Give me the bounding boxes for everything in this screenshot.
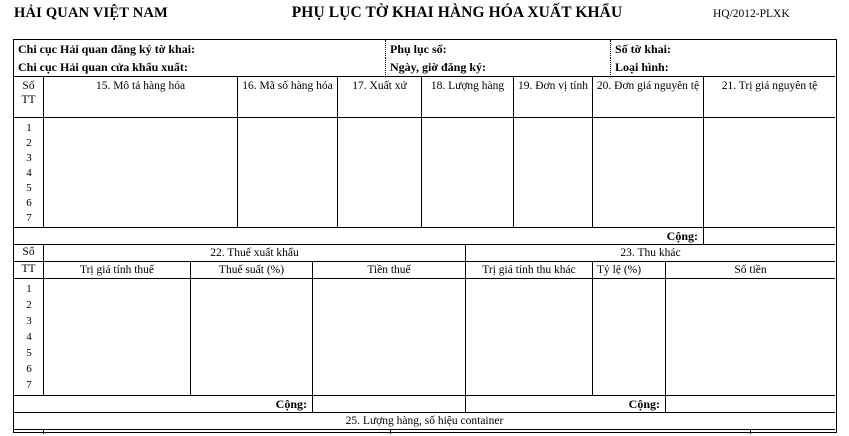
tax-row-number: 2 — [26, 299, 32, 311]
goods-cell-unit-price[interactable] — [593, 117, 704, 227]
tax-index-column — [14, 278, 44, 395]
tax-index-header-line1: Số — [14, 244, 44, 261]
goods-cell-hs-code[interactable] — [238, 117, 338, 227]
container-row-cell[interactable] — [44, 430, 391, 434]
tax-total-value-other[interactable] — [666, 395, 835, 412]
goods-total-label: Cộng: — [14, 227, 704, 244]
goods-column-description: 15. Mô tả hàng hóa — [44, 77, 238, 117]
goods-cell-origin[interactable] — [338, 117, 422, 227]
goods-row-number: 5 — [26, 182, 32, 194]
goods-column-origin: 17. Xuất xứ — [338, 77, 422, 117]
field-label-export-border-gate: Chi cục Hải quan cửa khẩu xuất: — [14, 58, 385, 77]
container-row-cell[interactable] — [751, 430, 835, 434]
tax-cell-other-taxable-value[interactable] — [466, 278, 593, 395]
tax-cell-tax-rate[interactable] — [191, 278, 313, 395]
field-label-appendix-number: Phụ lục số: — [385, 40, 610, 58]
goods-column-hs-code: 16. Mã số hàng hóa — [238, 77, 338, 117]
tax-row-number: 6 — [26, 363, 32, 375]
tax-cell-tax-amount[interactable] — [313, 278, 466, 395]
goods-cell-quantity[interactable] — [422, 117, 514, 227]
container-row-cell[interactable] — [14, 430, 44, 434]
goods-column-unit: 19. Đơn vị tính — [514, 77, 593, 117]
tax-group-export-tax: 22. Thuế xuất khẩu — [44, 244, 466, 261]
goods-row-number: 6 — [26, 197, 32, 209]
tax-index-header-line2: TT — [14, 261, 44, 278]
page-title: PHỤ LỤC TỜ KHAI HÀNG HÓA XUẤT KHẨU — [291, 4, 623, 21]
goods-row-number: 2 — [26, 137, 32, 149]
goods-column-value: 21. Trị giá nguyên tệ — [721, 80, 818, 92]
field-label-registration-office: Chi cục Hải quan đăng ký tờ khai: — [18, 42, 196, 56]
field-label-registration-datetime: Ngày, giờ đăng ký: — [385, 58, 610, 77]
tax-cell-taxable-value[interactable] — [44, 278, 191, 395]
tax-group-other-charges: 23. Thu khác — [466, 244, 835, 261]
goods-row-number: 4 — [26, 167, 32, 179]
goods-index-column — [14, 117, 44, 227]
tax-cell-other-amount[interactable] — [666, 278, 835, 395]
tax-total-label-export-tax: Cộng: — [14, 395, 313, 412]
goods-index-header-line1: Số — [22, 80, 35, 92]
customs-form — [13, 39, 837, 433]
goods-index-header — [14, 77, 44, 117]
tax-row-number: 5 — [26, 347, 32, 359]
tax-row-number: 7 — [26, 379, 32, 391]
goods-row-number: 1 — [26, 122, 32, 134]
form-code: HQ/2012-PLXK — [713, 8, 790, 20]
tax-total-label-other: Cộng: — [466, 395, 666, 412]
field-label-declaration-number: Số tờ khai: — [610, 40, 835, 58]
tax-column-other-amount: Số tiền — [666, 261, 835, 278]
goods-column-unit-price: 20. Đơn giá nguyên tệ — [593, 77, 704, 117]
goods-column-quantity: 18. Lượng hàng — [422, 77, 514, 117]
tax-row-number: 4 — [26, 331, 32, 343]
tax-column-tax-rate: Thuế suất (%) — [191, 261, 313, 278]
tax-column-other-rate: Tỷ lệ (%) — [593, 261, 666, 278]
tax-row-number: 3 — [26, 315, 32, 327]
document-header — [0, 0, 849, 34]
organization-name: HẢI QUAN VIỆT NAM — [14, 5, 168, 21]
container-section-title: 25. Lượng hàng, số hiệu container — [14, 412, 835, 430]
goods-index-header-line2: TT — [21, 93, 36, 106]
tax-column-tax-amount: Tiền thuế — [313, 261, 466, 278]
goods-row-number: 7 — [26, 212, 32, 224]
tax-total-value-export-tax[interactable] — [313, 395, 466, 412]
goods-cell-unit[interactable] — [514, 117, 593, 227]
container-row-cell[interactable] — [391, 430, 751, 434]
tax-column-taxable-value: Trị giá tính thuế — [44, 261, 191, 278]
goods-total-value[interactable] — [704, 227, 835, 244]
field-label-declaration-type: Loại hình: — [610, 58, 835, 77]
goods-row-number: 3 — [26, 152, 32, 164]
tax-row-number: 1 — [26, 283, 32, 295]
goods-cell-value[interactable] — [704, 117, 835, 227]
goods-cell-description[interactable] — [44, 117, 238, 227]
tax-column-other-taxable-value: Trị giá tính thu khác — [466, 261, 593, 278]
tax-cell-other-rate[interactable] — [593, 278, 666, 395]
